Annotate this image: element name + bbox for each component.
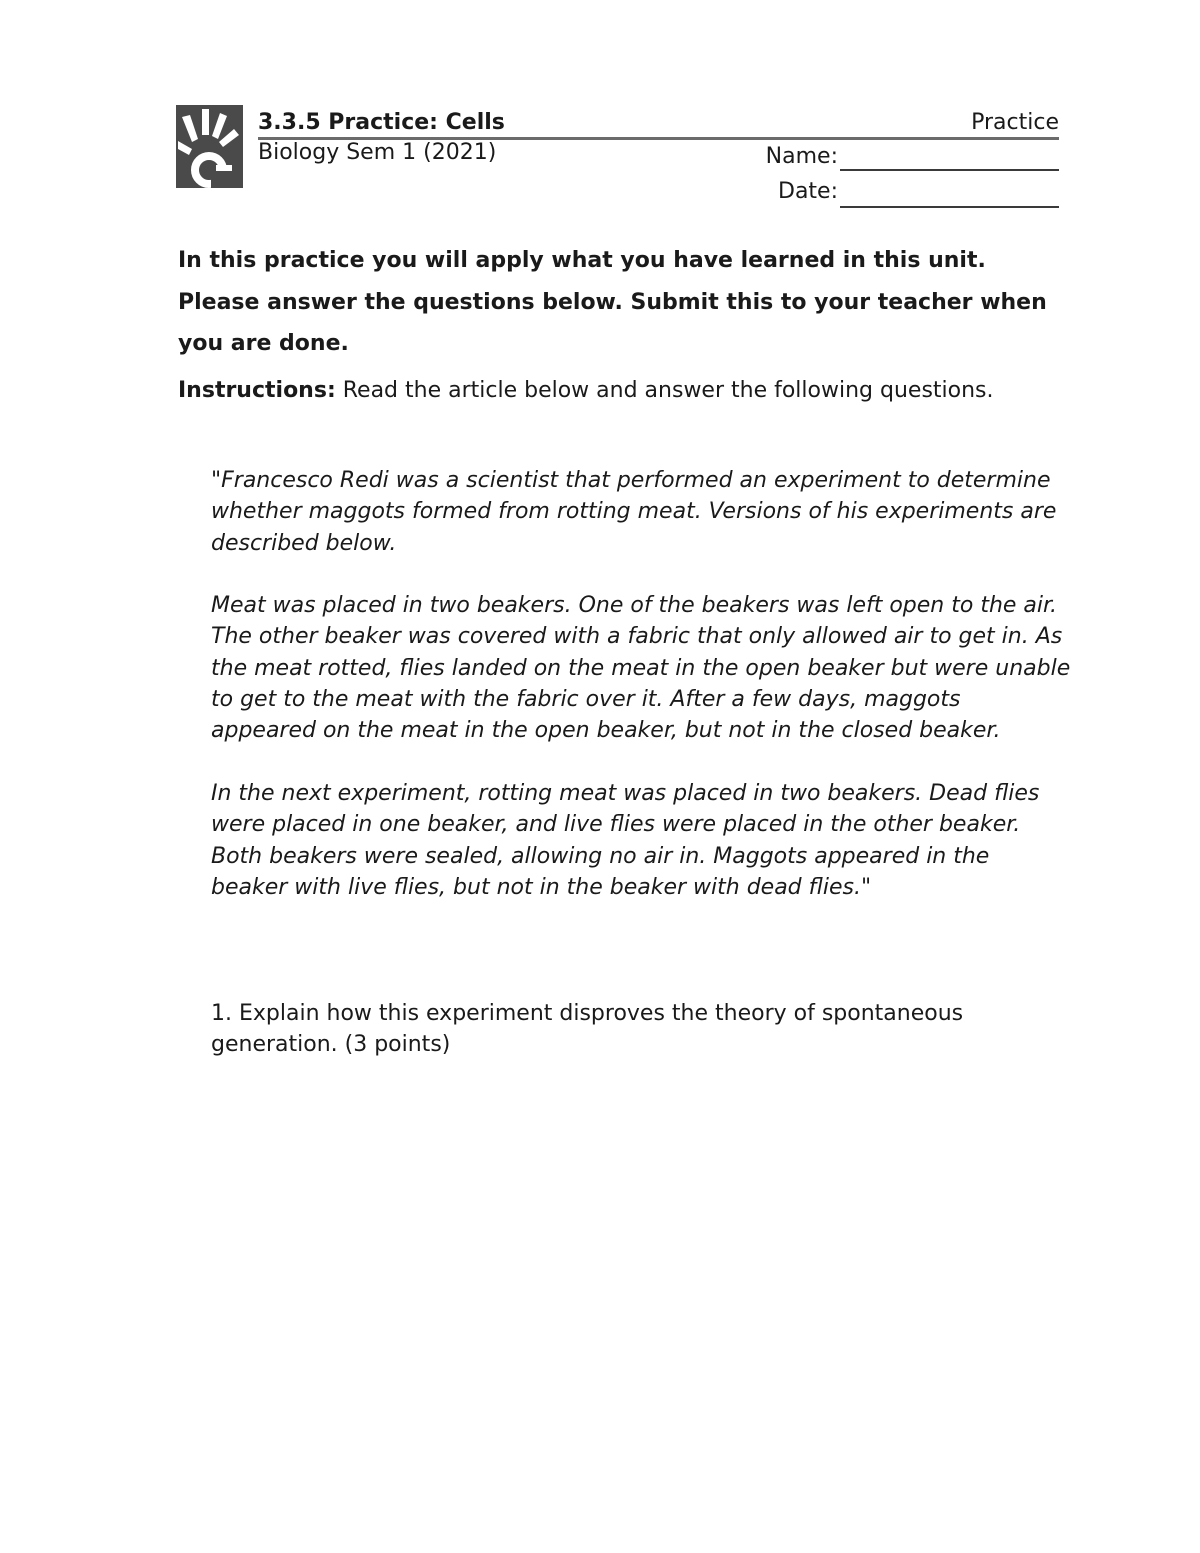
course-name: Biology Sem 1 (2021) [258, 140, 497, 165]
instructions-text: Read the article below and answer the following questions. [335, 378, 994, 403]
name-field[interactable] [840, 169, 1059, 171]
name-label: Name: [765, 144, 838, 169]
question-1: 1. Explain how this experiment disproves the theory of spontaneous generation. (3 points) [211, 1001, 964, 1058]
article-paragraph: In the next experiment, rotting meat was placed in two beakers. Dead flies were placed in one beaker, and live flies were placed in the other beaker. Both beakers were sealed, allowing no air in. Maggots appeared in the beaker with live flies, but not in the beaker with dead flies." [211, 780, 1040, 900]
assignment-type-label: Practice [971, 110, 1059, 135]
intro-text: In this practice you will apply what you have learned in this unit. Please answer the questions below. Submit this to your teacher when you are done. [178, 248, 1047, 356]
date-label: Date: [778, 179, 838, 204]
article-quote [211, 465, 1071, 934]
instructions-label: Instructions: [178, 378, 336, 403]
page-title: 3.3.5 Practice: Cells [258, 110, 505, 135]
date-field[interactable] [840, 206, 1059, 208]
article-paragraph: "Francesco Redi was a scientist that performed an experiment to determine whether maggots formed from rotting meat. Versions of his experiments are described below. [211, 468, 1057, 556]
article-paragraph: Meat was placed in two beakers. One of the beakers was left open to the air. The other beaker was covered with a fabric that only allowed air to get in. As the meat rotted, flies landed on the meat in the open beaker but were unable to get to the meat with the fabric over it. After a few days, maggots appeared on the meat in the open beaker, but not in the closed beaker. [211, 593, 1071, 744]
instructions [178, 378, 994, 403]
sunburst-logo-icon [176, 105, 243, 188]
